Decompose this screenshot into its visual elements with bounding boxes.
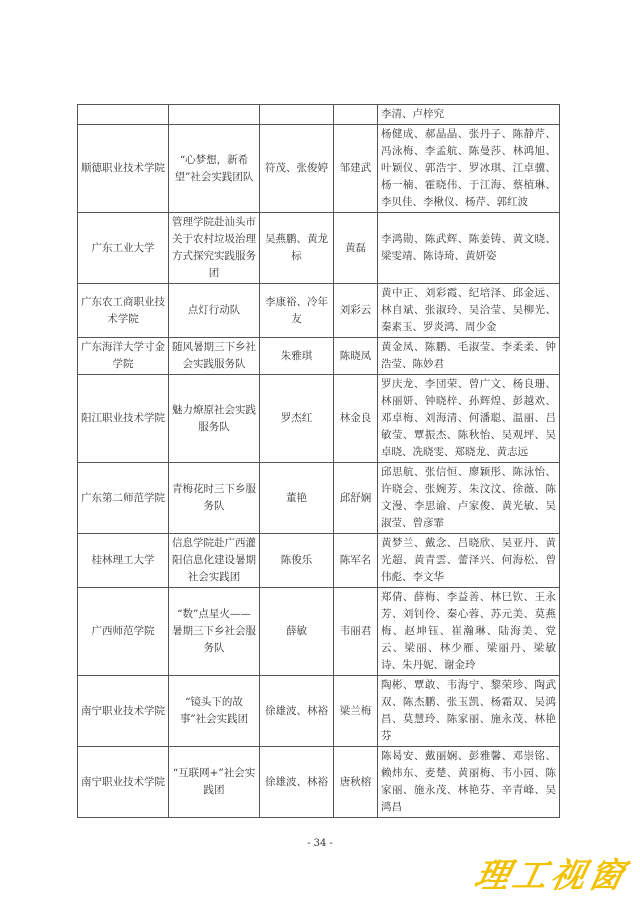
leader-cell: 陈军名 [334,534,378,588]
table-row [78,284,560,338]
members-cell: 李鸿勋、陈武辉、陈姜铸、黄文晓、梁雯靖、陈诗琦、黄妍姿 [378,213,560,284]
leader-cell [334,105,378,125]
school-cell: 顺德职业技术学院 [78,125,169,213]
table-row [78,588,560,676]
team-cell: 点灯行动队 [169,284,260,338]
roster-body [78,105,560,818]
school-cell: 广东第二师范学院 [78,463,169,534]
table-row [78,747,560,818]
table-row [78,534,560,588]
school-cell: 广西师范学院 [78,588,169,676]
members-cell: 黄梦兰、戴念、吕晓欣、吴亚丹、黄光超、黄青雲、蕾泽兴、何海松、曾伟彪、李文华 [378,534,560,588]
members-cell: 杨健成、郝晶晶、张丹子、陈静芹、冯泳梅、李孟航、陈曼莎、林鸿旭、叶颖仪、郭浩宇、罗冰琪、江卓骥、杨一楠、霍晓伟、于江海、蔡植琳、李贝佳、李楸仪、杨芹、郭红波 [378,125,560,213]
table-row [78,125,560,213]
school-cell: 广东农工商职业技术学院 [78,284,169,338]
leader-cell: 刘彩云 [334,284,378,338]
members-cell: 陈曷安、戴丽娴、彭雅馨、邓崇铭、赖炜东、麦楚、黄丽梅、韦小园、陈家丽、施永茂、林艳芬、辛青峰、吴鸿昌 [378,747,560,818]
school-cell: 阳江职业技术学院 [78,375,169,463]
table-row [78,375,560,463]
members-cell: 陶彬、覃敢、韦海宁、黎荣珍、陶武双、陈杰鹏、张玉凯、杨霜双、吴鸿昌、莫慧玲、陈家丽、施永茂、林艳芬 [378,676,560,747]
tutor-cell: 董艳 [260,463,334,534]
tutor-cell: 薛敏 [260,588,334,676]
tutor-cell: 陈俊乐 [260,534,334,588]
table-row [78,338,560,375]
tutor-cell: 罗杰红 [260,375,334,463]
watermark-logo: 理工视窗 [471,856,632,896]
tutor-cell: 徐雄波、林裕 [260,676,334,747]
tutor-cell: 朱雅琪 [260,338,334,375]
tutor-cell [260,105,334,125]
team-cell: 管理学院赴汕头市关于农村垃圾治理方式探究实践服务团 [169,213,260,284]
team-cell: 青梅花时三下乡服务队 [169,463,260,534]
members-cell: 李清、卢梓究 [378,105,560,125]
team-cell: 信息学院赴广西灌阳信息化建设暑期社会实践团 [169,534,260,588]
school-cell: 南宁职业技术学院 [78,676,169,747]
team-cell: 魅力燎原社会实践服务队 [169,375,260,463]
team-cell: “数”点星火——暑期三下乡社会服务队 [169,588,260,676]
team-cell: “互联网+”社会实践团 [169,747,260,818]
leader-cell: 林金良 [334,375,378,463]
school-cell: 广东工业大学 [78,213,169,284]
members-cell: 黄金凤、陈鹏、毛淑莹、李柔柔、钟浩莹、陈妙君 [378,338,560,375]
members-cell: 黄中正、刘彩霞、纪培泽、邱金远、林自斌、张淑玲、吴洽莹、吴柳光、秦素玉、罗炎鸿、周少金 [378,284,560,338]
leader-cell: 韦丽君 [334,588,378,676]
roster-table [77,104,560,818]
team-cell: “心梦想，新希望”社会实践团队 [169,125,260,213]
leader-cell: 邱舒娴 [334,463,378,534]
team-cell [169,105,260,125]
tutor-cell: 吴燕鹏、黄龙标 [260,213,334,284]
table-row [78,676,560,747]
school-cell: 广东海洋大学寸金学院 [78,338,169,375]
school-cell: 南宁职业技术学院 [78,747,169,818]
members-cell: 郑倩、薛梅、李益善、林巳钦、王永芳、刘钊伶、秦心蓉、苏元美、莫燕梅、赵坤钰、崔瀚琳、陆海美、党云、梁丽、林少雁、梁丽丹、梁敏诗、朱丹妮、谢金玲 [378,588,560,676]
team-cell: “镜头下的故事”社会实践团 [169,676,260,747]
leader-cell: 梁兰梅 [334,676,378,747]
tutor-cell: 李康裕、冷年友 [260,284,334,338]
tutor-cell: 徐雄波、林裕 [260,747,334,818]
leader-cell: 邹建武 [334,125,378,213]
leader-cell: 陈晓凤 [334,338,378,375]
members-cell: 邱思航、张信恒、廖颖彤、陈泳怡、许晓会、张婉芳、朱汶汶、徐薇、陈文漫、李思谕、卢家俊、黄光敏、吴淑莹、曾彦霏 [378,463,560,534]
table-row [78,463,560,534]
members-cell: 罗庆龙、李団荣、曾广文、杨良珊、林丽妍、钟晓梓、孙辉煌、彭越欢、邓卓梅、刘海清、何潘聪、温丽、吕敏莹、覃振杰、陈秋怡、吴观坪、吴卓晓、冼晓雯、郑晓龙、黄志远 [378,375,560,463]
tutor-cell: 符茂、张俊婷 [260,125,334,213]
leader-cell: 唐秋榕 [334,747,378,818]
team-cell: 随风暑期三下乡社会实践服务队 [169,338,260,375]
page-number: - 34 - [307,838,333,849]
school-cell: 桂林理工大学 [78,534,169,588]
school-cell [78,105,169,125]
table-row [78,213,560,284]
leader-cell: 黄磊 [334,213,378,284]
table-row [78,105,560,125]
